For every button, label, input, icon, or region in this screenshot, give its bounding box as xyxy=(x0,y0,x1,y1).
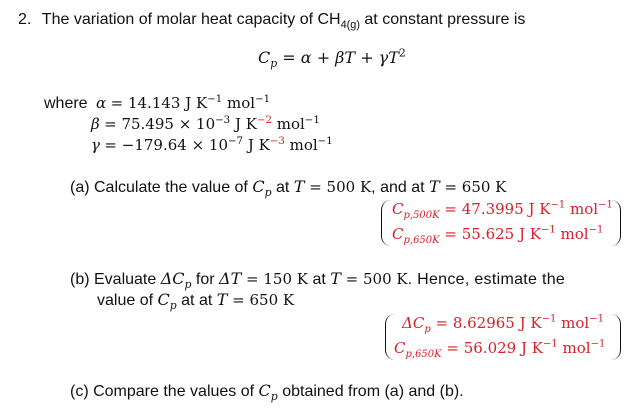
gamma-symbol: γ xyxy=(91,136,100,154)
part-b-right-paren xyxy=(611,314,621,360)
part-b-answer-delta: $\Delta C_p = 8.62965$ J $K^{-1}$ mol$^{-1}$ xyxy=(402,313,604,336)
alpha-symbol: α xyxy=(96,94,107,112)
question-header xyxy=(18,11,526,32)
part-c-label: (c) Compare the values of xyxy=(70,383,259,400)
part-b-label: (b) Evaluate xyxy=(70,271,161,288)
part-a-left-paren xyxy=(381,200,391,246)
part-a-answer-650: $C_{p,650K} = 55.625$ J $K^{-1}$ mol$^{-1}$ xyxy=(392,224,604,247)
equation-lhs-sub: p xyxy=(270,57,278,71)
question-number: 2. xyxy=(18,11,32,28)
question-intro-tail: at constant pressure is xyxy=(359,11,526,28)
part-a-question: (a) Calculate the value of $C_p$ at T = 500 K, and at T = 650 K xyxy=(70,177,507,200)
question-intro: The variation of molar heat capacity of CH xyxy=(41,11,341,28)
part-b-question-line2: value of $C_p$ at at T = 650 K xyxy=(97,290,295,313)
constant-alpha xyxy=(44,94,270,113)
heat-capacity-equation xyxy=(258,46,406,71)
constant-gamma xyxy=(91,136,333,155)
equation-exponent: 2 xyxy=(398,46,406,60)
where-label: where xyxy=(44,95,88,112)
ch4-subscript: 4(g) xyxy=(340,19,360,32)
part-a-answer-500: $C_{p,500K} = 47.3995$ J $K^{-1}$ mol$^{-1}$ xyxy=(392,199,613,222)
beta-symbol: β xyxy=(91,115,100,133)
equation-rhs: = α + βT + γT xyxy=(277,48,399,67)
alpha-value: = 14.143 J $K^{-1}$ mol$^{-1}$ xyxy=(110,94,271,112)
equation-lhs: C xyxy=(258,48,271,67)
part-b-answer-650: $C_{p,650K} = 56.029$ J $K^{-1}$ mol$^{-1}$ xyxy=(394,338,606,361)
beta-value: = $75.495 \times 10^{-3}$ J $K^{-2}$ mol$^{-1}$ xyxy=(104,115,320,133)
part-a-label: (a) Calculate the value of xyxy=(70,179,253,196)
part-b-question-line1: (b) Evaluate $\Delta C_p$ for ΔT = 150 K at T = 500 K. Hence, estimate the xyxy=(70,269,566,292)
gamma-value: = $-179.64 \times 10^{-7}$ J $K^{-3}$ mol$^{-1}$ xyxy=(104,136,333,154)
part-c-question: (c) Compare the values of $C_p$ obtained from (a) and (b). xyxy=(70,381,464,404)
constant-beta xyxy=(91,115,320,134)
